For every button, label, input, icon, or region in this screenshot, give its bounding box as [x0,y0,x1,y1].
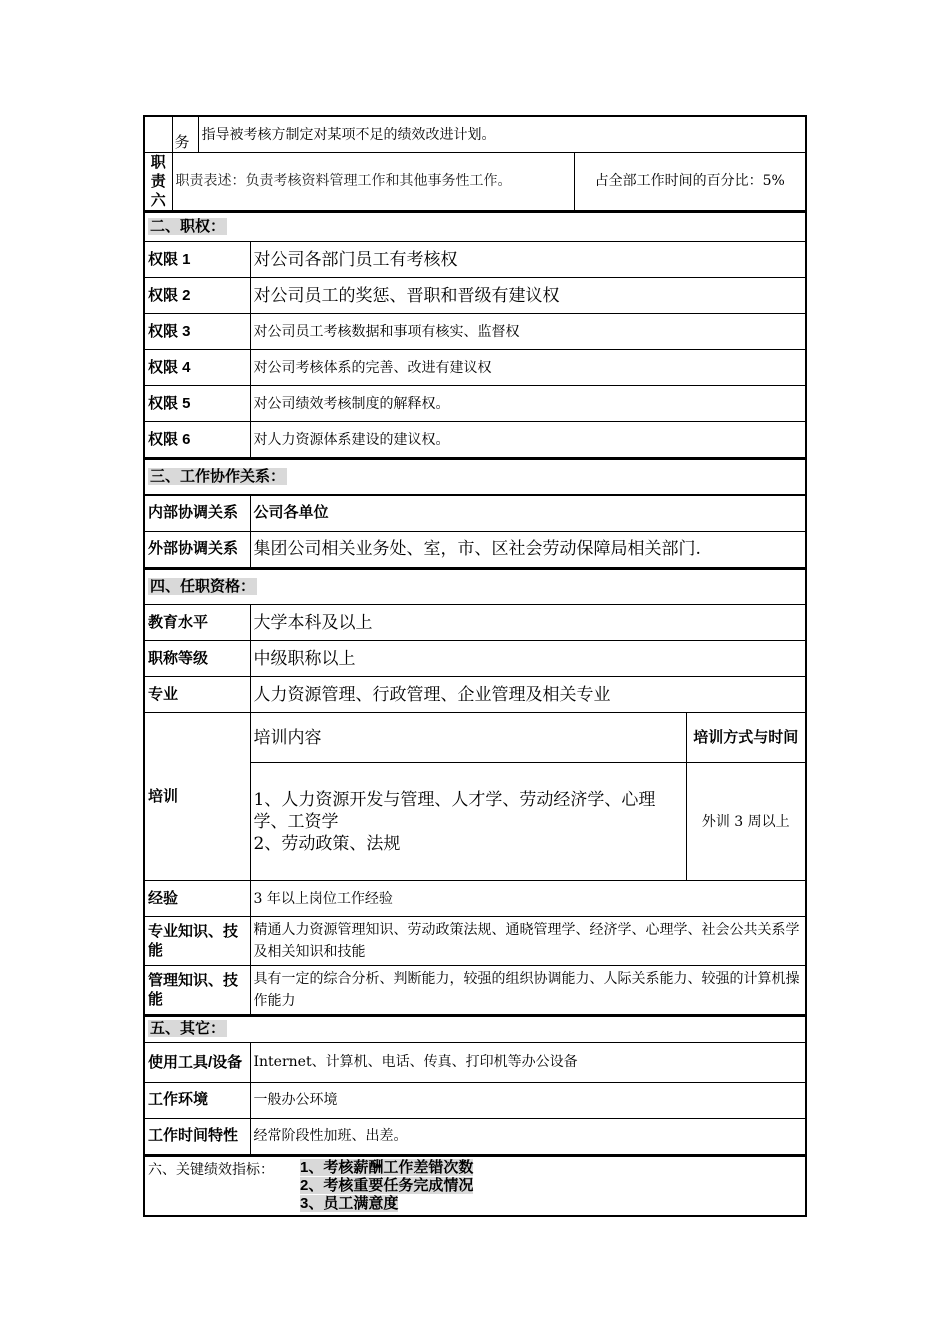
worktime-row [144,1118,806,1154]
duty6-percentage: 占全部工作时间的百分比：5% [574,152,806,210]
training-content-line: 2、劳动政策、法规 [253,833,401,854]
kpi-row [144,1156,806,1216]
external-relations-label: 外部协调关系 [144,531,250,567]
authority-row [144,242,806,278]
experience-text: 3 年以上岗位工作经验 [250,881,806,917]
authority-heading: 二、职权： [144,212,806,242]
mgmt-text: 具有一定的综合分析、判断能力，较强的组织协调能力、人际关系能力、较强的计算机操作能力 [250,966,806,1015]
duty-table [143,115,807,211]
title-label: 职称等级 [144,641,250,677]
major-label: 专业 [144,677,250,713]
skill-text: 精通人力资源管理知识、劳动政策法规、通晓管理学、经济学、心理学、社会公共关系学及相关知识和技能 [250,917,806,966]
major-row [144,677,806,713]
experience-row [144,881,806,917]
authority-label: 权限 3 [144,314,250,350]
authority-row [144,278,806,314]
skill-label: 专业知识、技能 [144,917,250,966]
authority-row [144,422,806,458]
mgmt-label: 管理知识、技能 [144,966,250,1015]
tools-text: Internet、计算机、电话、传真、打印机等办公设备 [250,1042,806,1082]
authority-label: 权限 1 [144,242,250,278]
kpi-table [143,1155,807,1217]
duty-cont-text: 指导被考核方制定对某项不足的绩效改进计划。 [198,116,806,152]
kpi-heading: 六、关键绩效指标： [148,1161,274,1178]
kpi-item: 1、考核薪酬工作差错次数 [300,1158,474,1176]
environment-label: 工作环境 [144,1082,250,1118]
authority-table [143,211,807,459]
duty-label-cell [144,116,172,152]
internal-relations-text: 公司各单位 [250,495,806,531]
education-text: 大学本科及以上 [250,605,806,641]
environment-text: 一般办公环境 [250,1082,806,1118]
duty-continuation-row [144,116,806,152]
authority-text: 对公司绩效考核制度的解释权。 [250,386,806,422]
experience-label: 经验 [144,881,250,917]
authority-text: 对公司考核体系的完善、改进有建议权 [250,350,806,386]
training-header-row [144,713,806,763]
internal-relations-label: 内部协调关系 [144,495,250,531]
mgmt-row [144,966,806,1015]
authority-row [144,386,806,422]
kpi-cell [144,1156,806,1216]
kpi-list [300,1159,473,1213]
tools-row [144,1042,806,1082]
authority-label: 权限 5 [144,386,250,422]
worktime-text: 经常阶段性加班、出差。 [250,1118,806,1154]
authority-text: 对公司员工的奖惩、晋职和晋级有建议权 [250,278,806,314]
kpi-item: 3、员工满意度 [300,1194,399,1212]
authority-label: 权限 4 [144,350,250,386]
training-method: 外训 3 周以上 [686,763,806,881]
authority-text: 对公司员工考核数据和事项有核实、监督权 [250,314,806,350]
title-row [144,641,806,677]
tools-label: 使用工具/设备 [144,1042,250,1082]
training-content [250,763,686,881]
duty6-label: 职责六 [144,152,172,210]
relations-heading: 三、工作协作关系： [144,459,806,495]
duty6-row [144,152,806,210]
environment-row [144,1082,806,1118]
authority-text: 对人力资源体系建设的建议权。 [250,422,806,458]
external-relations-text: 集团公司相关业务处、室，市、区社会劳动保障局相关部门. [250,531,806,567]
relations-table [143,458,807,568]
worktime-label: 工作时间特性 [144,1118,250,1154]
duty-cont-char: 务 [172,116,198,152]
other-table [143,1015,807,1155]
internal-relations-row [144,495,806,531]
training-content-line: 1、人力资源开发与管理、人才学、劳动经济学、心理学、工资学 [253,789,656,832]
authority-row [144,314,806,350]
skill-row [144,917,806,966]
other-heading: 五、其它： [144,1016,806,1042]
training-method-header: 培训方式与时间 [686,713,806,763]
major-text: 人力资源管理、行政管理、企业管理及相关专业 [250,677,806,713]
duty6-text: 职责表述：负责考核资料管理工作和其他事务性工作。 [172,152,574,210]
education-row [144,605,806,641]
authority-row [144,350,806,386]
training-label: 培训 [144,713,250,881]
education-label: 教育水平 [144,605,250,641]
authority-label: 权限 6 [144,422,250,458]
authority-text: 对公司各部门员工有考核权 [250,242,806,278]
external-relations-row [144,531,806,567]
training-content-header: 培训内容 [250,713,686,763]
authority-label: 权限 2 [144,278,250,314]
kpi-item: 2、考核重要任务完成情况 [300,1176,474,1194]
qualification-table [143,568,807,1016]
job-description-document [143,115,807,1217]
qualification-heading: 四、任职资格： [144,569,806,605]
title-text: 中级职称以上 [250,641,806,677]
